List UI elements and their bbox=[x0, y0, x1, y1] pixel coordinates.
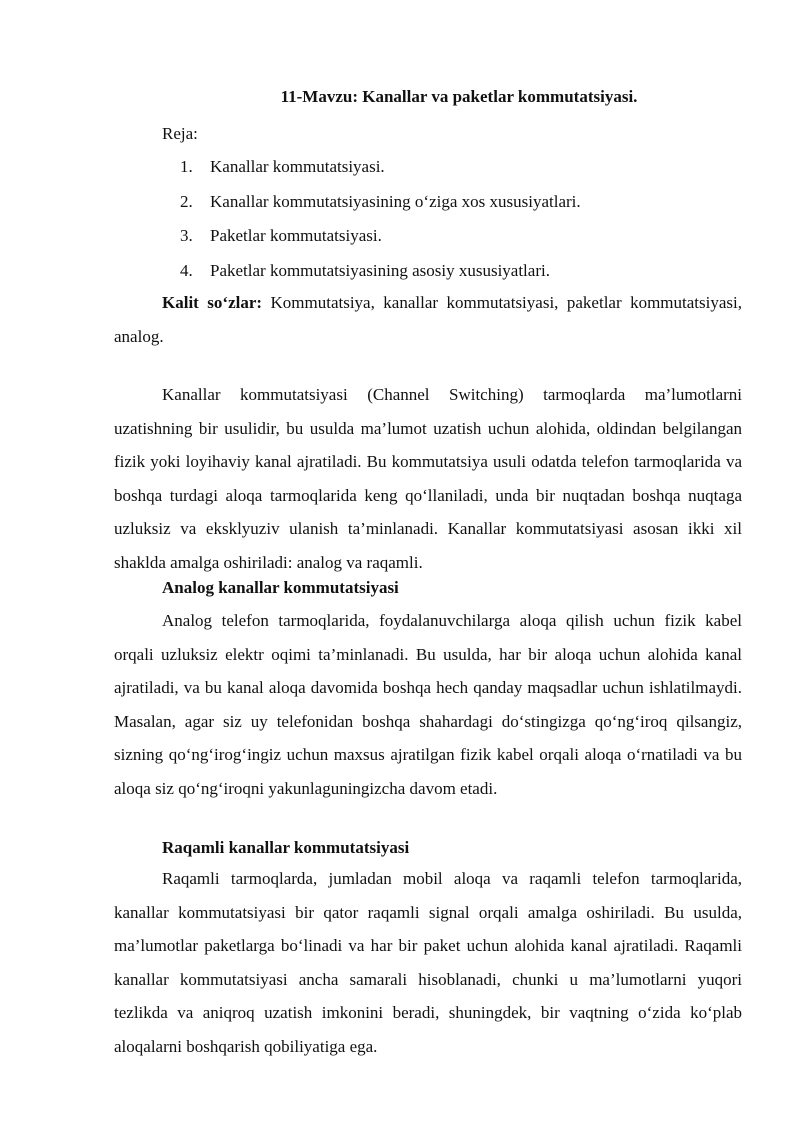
plan-item-text: Paketlar kommutatsiyasi. bbox=[210, 226, 382, 245]
plan-item bbox=[180, 157, 581, 192]
page-title: 11-Mavzu: Kanallar va paketlar kommutatsiyasi. bbox=[280, 87, 638, 106]
plan-item bbox=[180, 226, 581, 261]
plan-item-number: 2. bbox=[180, 191, 193, 211]
body-paragraph: Kanallar kommutatsiyasi (Channel Switching) tarmoqlarda ma’lumotlarni uzatishning bir usulidir, bu usulda ma’lumot uzatish uchun alohida, oldindan belgilangan fizik yoki loyihaviy kanal ajratiladi. Bu kommutatsiya usuli odatda telefon tarmoqlarida va boshqa turdagi aloqa tarmoqlarida keng qo‘llaniladi, unda bir nuqtadan boshqa nuqtaga uzluksiz va eksklyuziv ulanish ta’minlanadi. Kanallar kommutatsiyasi asosan ikki xil shaklda amalga oshiriladi: analog va raqamli. bbox=[114, 385, 742, 572]
plan-item bbox=[180, 192, 581, 227]
keywords-label: Kalit so‘zlar: bbox=[162, 293, 263, 312]
keywords-text: Kommutatsiya, kanallar kommutatsiyasi, paketlar kommutatsiyasi, analog. bbox=[114, 293, 742, 346]
plan-item-number: 3. bbox=[180, 226, 193, 245]
plan-item-number: 1. bbox=[180, 157, 193, 176]
section-heading: Analog kanallar kommutatsiyasi bbox=[162, 578, 399, 597]
plan-item-text: Kanallar kommutatsiyasining o‘ziga xos xususiyatlari. bbox=[210, 191, 581, 211]
plan-item-text: Kanallar kommutatsiyasi. bbox=[210, 157, 385, 176]
keywords-paragraph bbox=[114, 286, 742, 354]
section-heading: Raqamli kanallar kommutatsiyasi bbox=[162, 838, 410, 857]
body-paragraph: Analog telefon tarmoqlarida, foydalanuvchilarga aloqa qilish uchun fizik kabel orqali uzluksiz elektr oqimi ta’minlanadi. Bu usulda, har bir aloqa uchun alohida kanal ajratiladi, va bu kanal aloqa davomida boshqa hech qanday maqsadlar uchun ishlatilmaydi. Masalan, agar siz uy telefonidan boshqa shahardagi do‘stingizga qo‘ng‘iroq qilsangiz, sizning qo‘ng‘irog‘ingiz uchun maxsus ajratilgan fizik kabel orqali aloqa o‘rnatiladi va bu aloqa siz qo‘ng‘iroqni yakunlaguningizcha davom etadi. bbox=[114, 611, 742, 798]
plan-list bbox=[180, 157, 581, 295]
plan-item-text: Paketlar kommutatsiyasining asosiy xususiyatlari. bbox=[210, 260, 550, 280]
plan-label: Reja: bbox=[162, 124, 198, 143]
plan-item-number: 4. bbox=[180, 260, 193, 280]
body-paragraph: Raqamli tarmoqlarda, jumladan mobil aloqa va raqamli telefon tarmoqlarida, kanallar kommutatsiyasi bir qator raqamli signal orqali amalga oshiriladi. Bu usulda, ma’lumotlar paketlarga bo‘linadi va har bir paket uchun alohida kanal ajratiladi. Raqamli kanallar kommutatsiyasi ancha samarali hisoblanadi, chunki u ma’lumotlarni yuqori tezlikda va aniqroq uzatish imkonini beradi, shuningdek, bir vaqtning o‘zida ko‘plab aloqalarni boshqarish qobiliyatiga ega. bbox=[114, 869, 742, 1056]
